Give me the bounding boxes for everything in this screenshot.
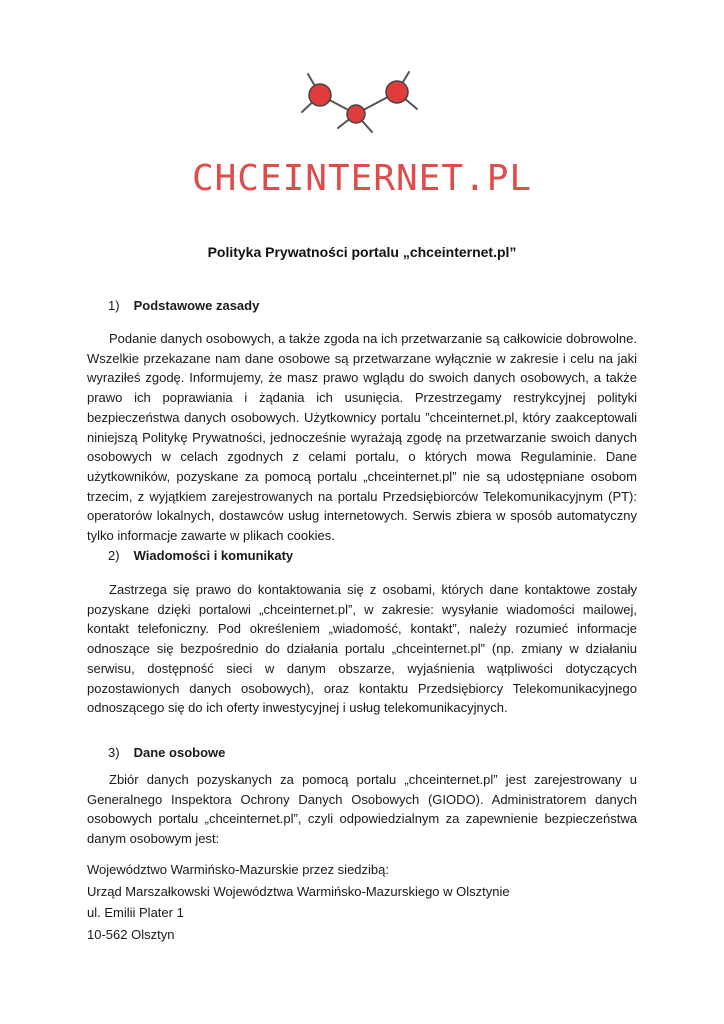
section-number: 2) (108, 548, 120, 563)
network-nodes-icon (296, 62, 428, 142)
section-paragraph: Zbiór danych pozyskanych za pomocą portalu „chceinternet.pl” jest zarejestrowany u Generalnego Inspektora Ochrony Danych Osobowych (GIODO). Administratorem danych osobowych portalu „chceinternet.pl”, czyli odpowiedzialnym za zapewnienie bezpieczeństwa danym osobowym jest: (87, 772, 637, 847)
section-number: 1) (108, 298, 120, 313)
section-heading (108, 547, 293, 565)
logo-text: CHCEINTERNET.PL (191, 158, 533, 199)
section-number: 3) (108, 745, 120, 760)
section-title: Podstawowe zasady (133, 298, 260, 313)
section-paragraph: Podanie danych osobowych, a także zgoda na ich przetwarzanie są całkowicie dobrowolne. Wszelkie przekazane nam dane osobowe są przetwarzane wyłącznie w zakresie i celu na jaki wyraziłeś zgodę. Informujemy, że masz prawo wglądu do swoich danych osobowych, a także prawo ich poprawiania i żądania ich usunięcia. Przestrzegamy restrykcyjnej polityki bezpieczeństwa danych osobowych. Użytkownicy portalu ”chceinternet.pl, który zaakceptowali niniejszą Politykę Prywatności, jednocześnie wyrażają zgodę na przetwarzanie swoich danych osobowych w celach zgodnych z celami portalu, o których mowa Regulaminie. Dane użytkowników, pozyskane za pomocą portalu „chceinternet.pl” nie są udostępniane osobom trzecim, z wyjątkiem zarejestrowanych na portalu Przedsiębiorców Telekomunikacyjnym (PT): operatorów lokalnych, dostawców usług internetowych. Serwis zbiera w sposób automatyczny tylko informacje zawarte w plikach cookies. (87, 331, 637, 544)
section-title: Wiadomości i komunikaty (133, 548, 294, 563)
logo (0, 0, 724, 230)
section-paragraph: Zastrzega się prawo do kontaktowania się z osobami, których dane kontaktowe zostały pozyskane dzięki portalowi „chceinternet.pl”, w zakresie: wysyłanie wiadomości mailowej, kontakt telefoniczny. Pod określeniem „wiadomość, kontakt”, należy rozumieć informacje odnoszące się bezpośrednio do działania portalu „chceinternet.pl” (np. zmiany w działaniu serwisu, dostępność sieci w danym obszarze, wyjaśnienia wątpliwości dotyczących pozostawionych danych osobowych), oraz kontaktu Przedsiębiorcy Telekomunikacyjnego odnoszącego się do ich oferty inwestycyjnej i usług telekomunikacyjnych. (87, 582, 637, 716)
section-heading (108, 297, 259, 315)
page-title: Polityka Prywatności portalu „chceinternet.pl” (207, 244, 517, 260)
address-line: ul. Emilii Plater 1 (87, 905, 184, 921)
address-line: Urząd Marszałkowski Województwa Warmińsko-Mazurskiego w Olsztynie (87, 883, 510, 899)
address-block (87, 859, 510, 945)
address-line: Województwo Warmińsko-Mazurskie przez siedzibą: (87, 862, 389, 877)
section-heading (108, 744, 225, 762)
section-title: Dane osobowe (133, 745, 226, 760)
address-line: 10-562 Olsztyn (87, 926, 175, 942)
